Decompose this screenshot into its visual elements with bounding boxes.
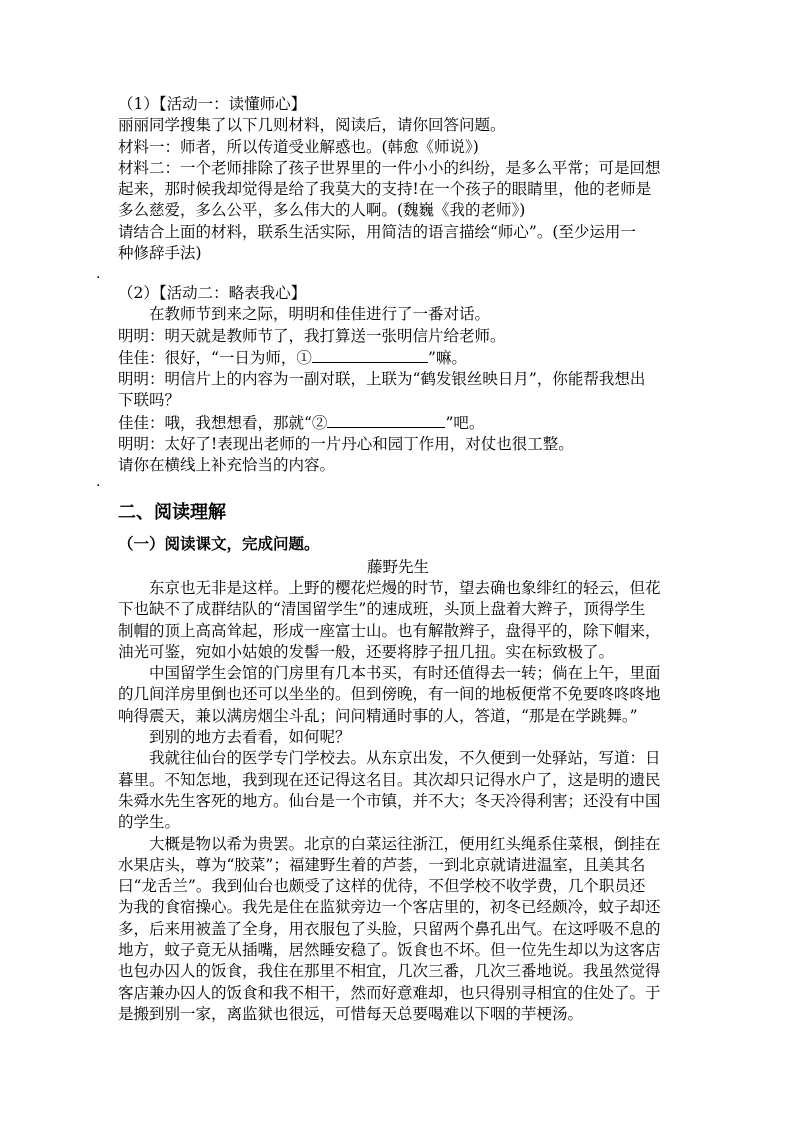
dialogue-line: 明明：太好了!表现出老师的一片丹心和园丁作用，对仗也很工整。: [118, 435, 574, 454]
activity-two-intro: 在教师节到来之际，明明和佳佳进行了一番对话。: [149, 305, 491, 324]
paragraph-2: [118, 663, 678, 727]
section-heading: 二、阅读理解: [118, 502, 226, 523]
text-line: 我就往仙台的医学专门学校去。从东京出发，不久便到一处驿站，写道：日: [149, 749, 661, 768]
answer-blank-two[interactable]: [327, 412, 445, 428]
text-line: 客店兼办囚人的饭食和我不相干，然而好意难却，也只得别寻相宜的住处了。于: [118, 983, 661, 1002]
answer-blank-one[interactable]: [312, 347, 428, 363]
text-line: 多，后来用被盖了全身，用衣服包了头脸，只留两个鼻孔出气。在这呼吸不息的: [118, 919, 661, 938]
text-line: 地方，蚊子竟无从插嘴，居然睡安稳了。饭食也不坏。但一位先生却以为这客店: [118, 941, 661, 960]
text-line: 下也缺不了成群结队的“清国留学生”的速成班，头顶上盘着大辫子，顶得学生: [118, 600, 646, 619]
activity-one-line: 材料一：师者，所以传道受业解惑也。(韩愈《师说》): [118, 137, 479, 156]
text-line: 的学生。: [118, 813, 181, 832]
activity-one-line: 丽丽同学搜集了以下几则材料，阅读后，请你回答问题。: [118, 116, 506, 135]
text-line: 为我的食宿操心。我先是住在监狱旁边一个客店里的，初冬已经颇冷，蚊子却还: [118, 898, 661, 917]
instruction-line: 请你在横线上补充恰当的内容。: [118, 456, 336, 475]
text-line: 朱舜水先生客死的地方。仙台是一个市镇，并不大；冬天冷得利害；还没有中国: [118, 791, 661, 810]
dialogue-line: 下联吗？: [118, 391, 181, 410]
text-line: 制帽的顶上高高耸起，形成一座富士山。也有解散辫子，盘得平的，除下帽来，: [118, 621, 661, 640]
separator-dot: ·: [96, 478, 101, 494]
article-title: 藤野先生: [366, 558, 429, 576]
activity-two: [118, 283, 678, 477]
dialogue-text: 佳佳：很好，“一日为师，①: [118, 348, 312, 367]
text-line: 东京也无非是这样。上野的樱花烂熳的时节，望去确也象绯红的轻云，但花: [149, 579, 661, 597]
dialogue-text: ”吧。: [445, 413, 485, 432]
dialogue-text: ”嘛。: [427, 348, 467, 367]
dialogue-line-blank-two: [118, 412, 678, 434]
dialogue-text: 佳佳：哦，我想想看，那就“②: [118, 413, 328, 432]
activity-one: [118, 94, 678, 264]
text-line: 到别的地方去看看，如何呢？: [149, 728, 351, 747]
paragraph-3: [118, 727, 678, 748]
text-line: 暮里。不知怎地，我到现在还记得这名目。其次却只记得水户了，这是明的遗民: [118, 770, 661, 789]
activity-one-line: 种修辞手法): [118, 244, 202, 263]
reading-section: [118, 501, 678, 1025]
subsection-heading: （一）阅读课文，完成问题。: [118, 534, 320, 553]
dialogue-line: 明明：明信片上的内容为一副对联，上联为“鹤发银丝映日月”，你能帮我想出: [118, 370, 646, 389]
dialogue-line-blank-one: [118, 347, 678, 369]
text-line: 中国留学生会馆的门房里有几本书买，有时还值得去一转；倘在上午，里面: [149, 664, 661, 683]
text-line: 是搬到别一家，离监狱也很远，可惜每天总要喝难以下咽的芋梗汤。: [118, 1004, 584, 1023]
activity-one-line: 起来，那时候我却觉得是给了我莫大的支持!在一个孩子的眼睛里，他的老师是: [118, 180, 652, 199]
text-line: 也包办囚人的饭食，我住在那里不相宜，几次三番，几次三番地说。我虽然觉得: [118, 962, 661, 981]
paragraph-5: [118, 834, 678, 1026]
text-line: 曰“龙舌兰”。我到仙台也颇受了这样的优待，不但学校不收学费，几个职员还: [118, 877, 646, 896]
paragraph-1: [118, 578, 678, 663]
activity-one-line: 多么慈爱，多么公平，多么伟大的人啊。(魏巍《我的老师》): [118, 201, 526, 220]
activity-two-heading: （2）【活动二：略表我心】: [118, 284, 307, 302]
text-line: 油光可鉴，宛如小姑娘的发髻一般，还要将脖子扭几扭。实在标致极了。: [118, 642, 615, 661]
text-line: 大概是物以希为贵罢。北京的白菜运往浙江，便用红头绳系住菜根，倒挂在: [149, 834, 661, 853]
paragraph-4: [118, 748, 678, 833]
activity-one-heading: （1）【活动一：读懂师心】: [118, 95, 307, 113]
text-line: 水果店头，尊为“胶菜”；福建野生着的芦荟，一到北京就请进温室，且美其名: [118, 855, 646, 874]
separator-dot: ·: [96, 270, 101, 286]
text-line: 的几间洋房里倒也还可以坐坐的。但到傍晚，有一间的地板便常不免要咚咚咚地: [118, 685, 661, 704]
text-line: 响得震天，兼以满房烟尘斗乱；问问精通时事的人，答道，“那是在学跳舞。”: [118, 706, 638, 725]
dialogue-line: 明明：明天就是教师节了，我打算送一张明信片给老师。: [118, 326, 506, 345]
activity-one-line: 材料二：一个老师排除了孩子世界里的一件小小的纠纷，是多么平常；可是回想: [118, 158, 661, 177]
activity-one-line: 请结合上面的材料，联系生活实际，用简洁的语言描绘“师心”。(至少运用一: [118, 222, 636, 241]
